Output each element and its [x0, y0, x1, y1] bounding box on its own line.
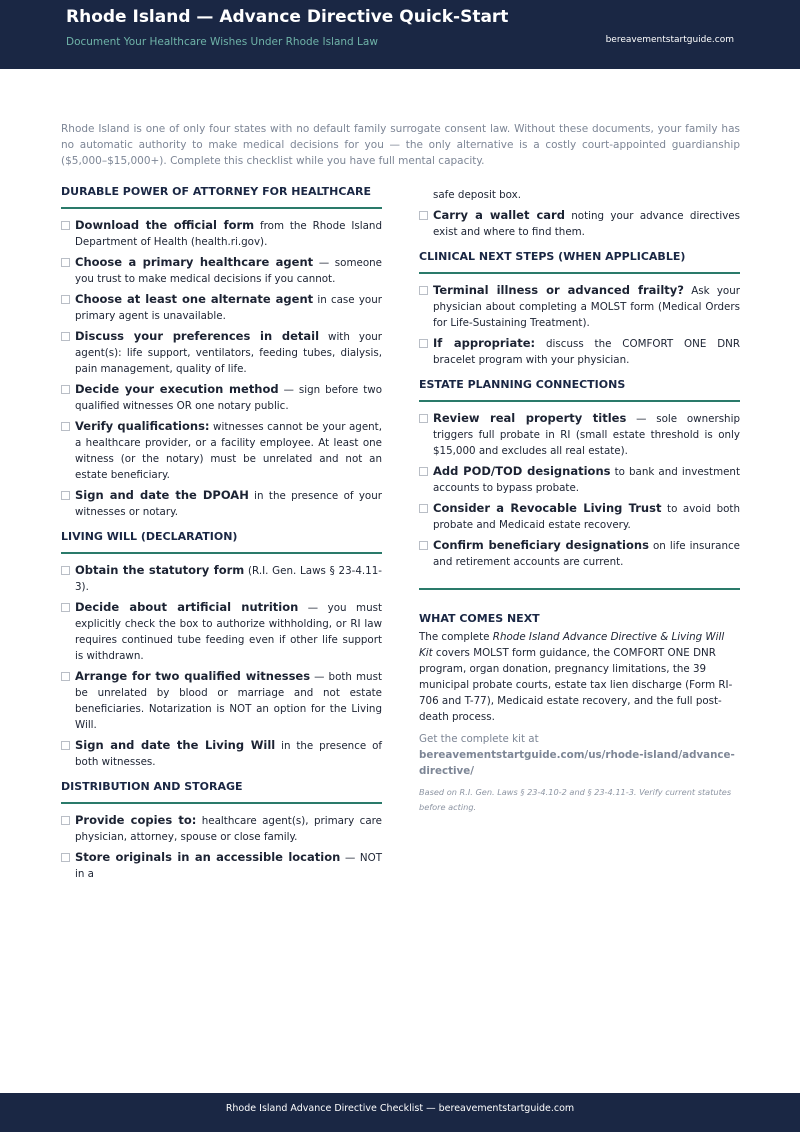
item-heading: Discuss your preferences in detail [75, 329, 320, 343]
item-heading: Verify qualifications: [75, 419, 210, 433]
checkbox[interactable] [419, 541, 428, 550]
item-heading: Consider a Revocable Living Trust [433, 501, 662, 515]
item-heading: Obtain the statutory form [75, 563, 245, 577]
checkbox[interactable] [419, 504, 428, 513]
clinical-list [419, 282, 740, 368]
checklist-item [61, 291, 382, 324]
section-title-living-will: LIVING WILL (DECLARATION) [61, 530, 382, 554]
checkbox[interactable] [61, 816, 70, 825]
item-heading: Store originals in an accessible location [75, 850, 341, 864]
checklist-item [61, 418, 382, 483]
checkbox[interactable] [419, 339, 428, 348]
item-text: — you must explicitly check the box to authorize withholding, or RI law requires continued tube feeding even if other life support is withdrawn. [75, 602, 382, 662]
item-text: on life insurance and retirement accounts are current. [433, 540, 741, 568]
checklist-item [61, 254, 382, 287]
checklist-item [61, 217, 382, 250]
page-header [0, 0, 800, 69]
section-title-clinical: CLINICAL NEXT STEPS (WHEN APPLICABLE) [419, 250, 740, 274]
item-heading: Sign and date the DPOAH [75, 488, 249, 502]
checklist-item [61, 599, 382, 664]
checklist-item [419, 410, 740, 459]
item-text: noting your advance directives exist and where to find them. [433, 210, 740, 238]
item-heading: Download the official form [75, 218, 255, 232]
left-column [61, 185, 382, 886]
header-site-link[interactable]: bereavementstartguide.com [605, 35, 734, 45]
item-heading: Decide about artificial nutrition [75, 600, 299, 614]
item-heading: Choose a primary healthcare agent [75, 255, 314, 269]
checkbox[interactable] [419, 414, 428, 423]
item-text: to avoid both probate and Medicaid estate recovery. [433, 503, 740, 531]
checklist-item [61, 737, 382, 770]
checkbox[interactable] [61, 672, 70, 681]
section-title-estate: ESTATE PLANNING CONNECTIONS [419, 378, 740, 402]
checkbox[interactable] [61, 853, 70, 862]
checklist-item [61, 381, 382, 414]
next-title: WHAT COMES NEXT [419, 612, 540, 625]
item-heading: Confirm beneficiary designations [433, 538, 649, 552]
checklist-item [61, 849, 382, 882]
item-heading: Provide copies to: [75, 813, 197, 827]
section-title-distribution: DISTRIBUTION AND STORAGE [61, 780, 382, 804]
item-heading: Decide your execution method [75, 382, 279, 396]
checklist-item [61, 328, 382, 377]
item-heading: Carry a wallet card [433, 208, 565, 222]
item-text: witnesses cannot be your agent, a healthcare provider, or a facility employee. At least one witness (or the notary) must be unrelated and not an estate beneficiary. [75, 421, 382, 481]
checkbox[interactable] [419, 211, 428, 220]
checklist-item [419, 282, 740, 331]
next-body-pre: The complete [419, 631, 493, 643]
kit-name: Rhode Island Advance Directive & Living Will Kit [419, 631, 725, 659]
estate-list [419, 410, 740, 570]
item-heading: Add POD/TOD designations [433, 464, 611, 478]
checkbox[interactable] [61, 741, 70, 750]
checkbox[interactable] [61, 258, 70, 267]
checklist-item [61, 562, 382, 595]
item-text: in the presence of your witnesses or notary. [75, 490, 382, 518]
item-heading: Choose at least one alternate agent [75, 292, 314, 306]
checklist-item [419, 500, 740, 533]
checkbox[interactable] [61, 491, 70, 500]
distribution-list [61, 812, 382, 882]
kit-url-link[interactable]: bereavementstartguide.com/us/rhode-island/advance-directive/ [419, 749, 735, 777]
item-text: — NOT in a [75, 852, 382, 880]
item-text: — sign before two qualified witnesses OR one notary public. [75, 384, 382, 412]
item-text: (R.I. Gen. Laws § 23-4.11-3). [75, 565, 382, 593]
right-column [419, 187, 740, 815]
checklist-item [61, 487, 382, 520]
checkbox[interactable] [419, 286, 428, 295]
living-will-list [61, 562, 382, 770]
item-text: to bank and investment accounts to bypass probate. [433, 466, 740, 494]
checkbox[interactable] [61, 603, 70, 612]
checkbox[interactable] [61, 221, 70, 230]
item-heading: Arrange for two qualified witnesses [75, 669, 311, 683]
item-heading: Sign and date the Living Will [75, 738, 276, 752]
footer-text: Rhode Island Advance Directive Checklist — bereavementstartguide.com [225, 1103, 575, 1114]
item-text: — both must be unrelated by blood or marriage and not estate beneficiaries. Notarization is NOT an option for the Living Will. [75, 671, 382, 731]
item-text: with your agent(s): life support, ventilators, feeding tubes, dialysis, pain management, quality of life. [75, 331, 382, 375]
checkbox[interactable] [61, 332, 70, 341]
item-text: — someone you trust to make medical decisions if you cannot. [75, 257, 382, 285]
checklist-item [419, 207, 740, 240]
item-text: in the presence of both witnesses. [75, 740, 382, 768]
checklist-item [61, 812, 382, 845]
section-title-dpoah: DURABLE POWER OF ATTORNEY FOR HEALTHCARE [61, 185, 382, 209]
item-text: from the Rhode Island Department of Health (health.ri.gov). [75, 220, 382, 248]
section-divider [419, 588, 740, 590]
page-footer [0, 1093, 800, 1132]
next-body-post: covers MOLST form guidance, the COMFORT ONE DNR program, organ donation, pregnancy limitations, the 39 municipal probate courts, estate tax lien discharge (Form RI-706 and T-77), Medicaid estate recovery, and the full post-death process. [419, 647, 733, 723]
checklist-item [419, 335, 740, 368]
checklist-item [419, 463, 740, 496]
item-text: discuss the COMFORT ONE DNR bracelet program with your physician. [433, 338, 740, 366]
item-text: in case your primary agent is unavailable. [75, 294, 382, 322]
distribution-continuation: safe deposit box. [433, 189, 522, 201]
checkbox[interactable] [61, 385, 70, 394]
statute-note: Based on R.I. Gen. Laws § 23-4.10-2 and § 23-4.11-3. Verify current statutes before acting. [419, 787, 732, 812]
item-heading: Review real property titles [433, 411, 627, 425]
checkbox[interactable] [61, 295, 70, 304]
checklist-item [419, 537, 740, 570]
page-subtitle: Document Your Healthcare Wishes Under Rhode Island Law [66, 36, 378, 48]
intro-paragraph: Rhode Island is one of only four states with no default family surrogate consent law. Without these documents, your family has no automatic authority to make medical decisions for you — the only alternative is a costly court-appointed guardianship ($5,000–$15,000+). Complete this checklist while you have full mental capacity. [61, 123, 740, 167]
distribution-right-list [419, 207, 740, 240]
item-text: healthcare agent(s), primary care physician, attorney, spouse or close family. [75, 815, 382, 843]
checkbox[interactable] [419, 467, 428, 476]
item-heading: Terminal illness or advanced frailty? [433, 283, 684, 297]
checkbox[interactable] [61, 422, 70, 431]
item-heading: If appropriate: [433, 336, 536, 350]
dpoah-list [61, 217, 382, 520]
page-title: Rhode Island — Advance Directive Quick-Start [66, 7, 509, 27]
checklist-item [61, 668, 382, 733]
next-body [419, 629, 740, 725]
item-text: Ask your physician about completing a MOLST form (Medical Orders for Life-Sustaining Treatment). [433, 285, 740, 329]
item-text: — sole ownership triggers full probate in RI (small estate threshold is only $15,000 and excludes all real estate). [433, 413, 740, 457]
checkbox[interactable] [61, 566, 70, 575]
kit-label: Get the complete kit at [419, 733, 539, 745]
